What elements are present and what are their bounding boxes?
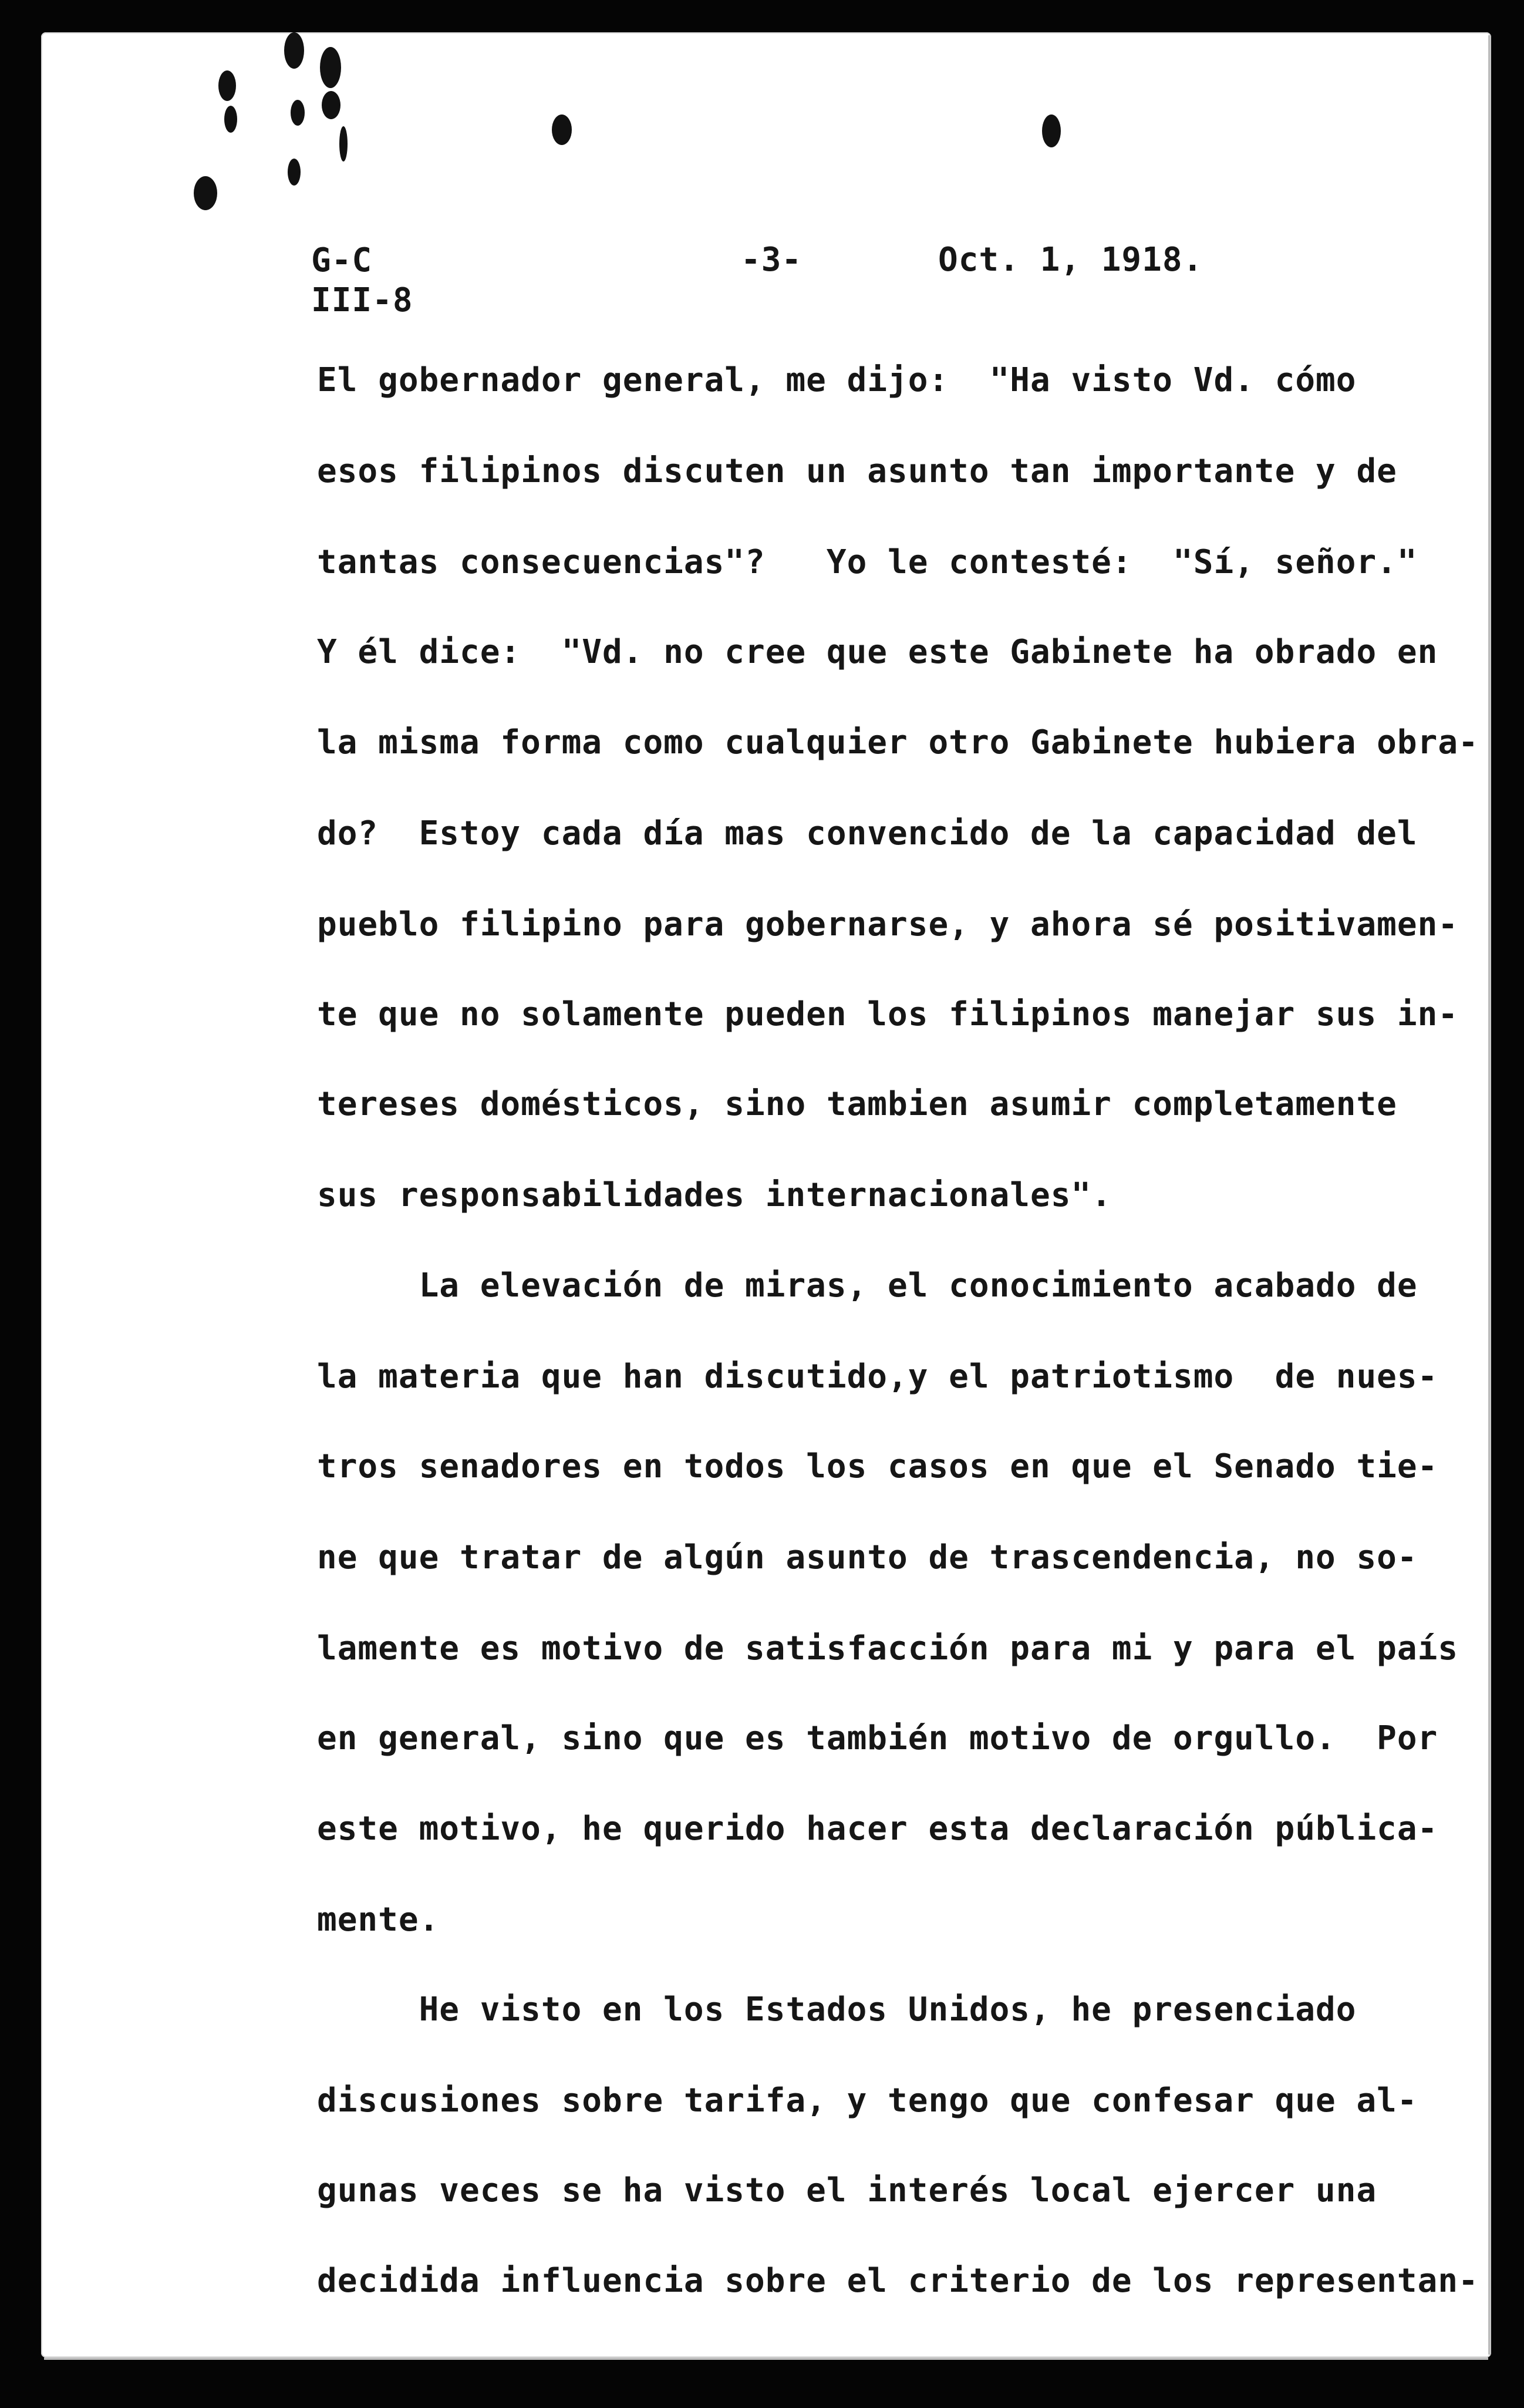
ink-blot	[1042, 114, 1061, 147]
page-edge-bottom	[44, 2358, 1488, 2360]
body-line: la misma forma como cualquier otro Gabinete hubiera obra-	[317, 723, 1479, 762]
body-line: tereses domésticos, sino tambien asumir completamente	[317, 1085, 1397, 1123]
body-line: la materia que han discutido,y el patriotismo de nues-	[317, 1358, 1438, 1396]
body-line: sus responsabilidades internacionales".	[317, 1176, 1112, 1214]
ink-blot	[218, 70, 236, 101]
body-line: lamente es motivo de satisfacción para mi y para el país	[317, 1629, 1459, 1668]
body-line: He visto en los Estados Unidos, he presenciado	[317, 1991, 1357, 2029]
body-line: mente.	[317, 1901, 440, 1939]
body-line: este motivo, he querido hacer esta declaración públicа-	[317, 1810, 1438, 1848]
ink-blot	[322, 91, 340, 119]
body-line: tantas consecuencias"? Yo le contesté: "Sí, señor."	[317, 543, 1418, 581]
body-line: en general, sino que es también motivo de orgullo. Por	[317, 1719, 1438, 1757]
ink-blot	[284, 32, 304, 69]
body-line: te que no solamente pueden los filipinos manejar sus in-	[317, 995, 1459, 1033]
page-number: -3-	[741, 241, 803, 279]
ink-blot	[291, 100, 305, 126]
body-line: esos filipinos discuten un asunto tan importante y de	[317, 452, 1397, 490]
ink-blot	[552, 114, 572, 145]
ink-blot	[288, 159, 301, 186]
ink-blot	[224, 106, 237, 133]
body-line: gunas veces se ha visto el interés local ejercer una	[317, 2171, 1377, 2210]
body-line: do? Estoy cada día mas convencido de la capacidad del	[317, 814, 1418, 853]
document-date: Oct. 1, 1918.	[938, 241, 1203, 279]
reference-line-2: III-8	[311, 281, 413, 319]
body-line: ne que tratar de algún asunto de trascendencia, no so-	[317, 1538, 1418, 1577]
reference-line-1: G-C	[311, 241, 373, 279]
body-line: discusiones sobre tarifa, y tengo que confesar que al-	[317, 2082, 1418, 2120]
body-line: Y él dice: "Vd. no cree que este Gabinete ha obrado en	[317, 633, 1438, 671]
ink-blot	[339, 126, 348, 161]
document-reference	[311, 241, 413, 321]
body-line: tros senadores en todos los casos en que el Senado tie-	[317, 1447, 1438, 1486]
body-line: La elevación de miras, el conocimiento acabado de	[317, 1267, 1418, 1305]
body-line: El gobernador general, me dijo: "Ha visto Vd. cómo	[317, 361, 1357, 399]
ink-blot	[320, 47, 341, 88]
body-line: pueblo filipino para gobernarse, y ahora sé positivamen-	[317, 905, 1459, 944]
body-line: decidida influencia sobre el criterio de los representan-	[317, 2262, 1479, 2300]
ink-blot	[194, 176, 217, 210]
page-edge-right	[1488, 35, 1491, 2355]
